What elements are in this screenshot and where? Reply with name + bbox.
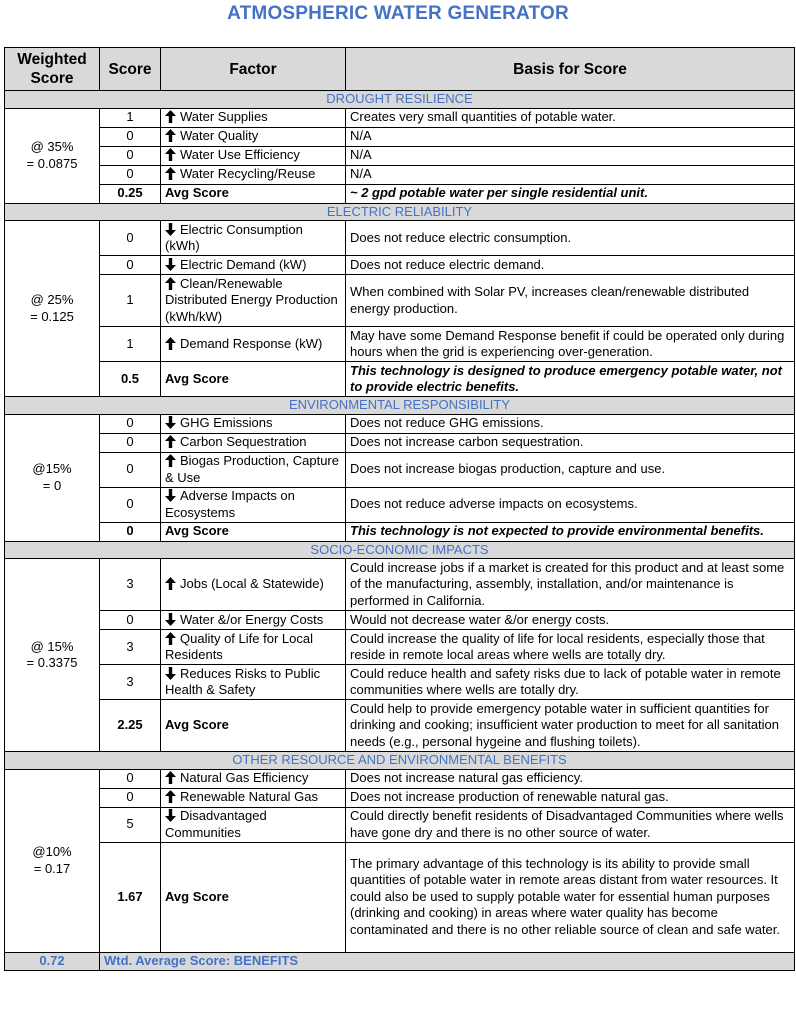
avg-score-basis: This technology is not expected to provide environmental benefits. <box>346 522 795 541</box>
avg-score-basis: This technology is designed to produce emergency potable water, not to provide electric benefits. <box>346 362 795 397</box>
score-cell: 0 <box>100 487 161 522</box>
avg-score-label: Avg Score <box>161 842 346 952</box>
arrow-down-icon <box>165 667 176 680</box>
table-row <box>5 108 795 127</box>
factor-label: Water Quality <box>180 128 259 144</box>
score-cell: 0 <box>100 611 161 630</box>
section-header-row <box>5 203 795 221</box>
table-row <box>5 146 795 165</box>
basis-cell: Could directly benefit residents of Disadvantaged Communities where wells have gone dry and there is no other source of water. <box>346 807 795 842</box>
weighted-average-row <box>5 952 795 970</box>
weighted-average-score: 0.72 <box>5 952 100 970</box>
score-cell: 0 <box>100 256 161 275</box>
section-title: SOCIO-ECONOMIC IMPACTS <box>5 541 795 559</box>
table-row <box>5 487 795 522</box>
arrow-up-icon <box>165 129 176 142</box>
factor-label: Electric Demand (kW) <box>180 256 307 272</box>
table-row <box>5 414 795 433</box>
weighted-score-line: @ 35% <box>30 139 74 154</box>
factor-cell <box>161 433 346 452</box>
table-row <box>5 327 795 362</box>
table-body <box>5 91 795 971</box>
avg-score-row <box>5 522 795 541</box>
avg-score-row <box>5 842 795 952</box>
arrow-up-icon <box>165 337 176 350</box>
weighted-score-line: = 0.125 <box>30 308 74 324</box>
basis-cell: N/A <box>346 165 795 184</box>
weighted-score-cell <box>5 559 100 752</box>
header-factor: Factor <box>161 48 346 91</box>
weighted-score-line: @ 25% <box>30 292 74 307</box>
score-cell: 5 <box>100 807 161 842</box>
factor-label: Water &/or Energy Costs <box>180 611 324 627</box>
factor-cell <box>161 807 346 842</box>
page-title: ATMOSPHERIC WATER GENERATOR <box>227 3 569 24</box>
table-row <box>5 256 795 275</box>
factor-label: Adverse Impacts on Ecosystems <box>165 488 295 520</box>
arrow-down-icon <box>165 489 176 502</box>
table-row <box>5 630 795 665</box>
avg-score-value: 0.5 <box>100 362 161 397</box>
factor-cell <box>161 221 346 256</box>
factor-cell <box>161 414 346 433</box>
table-row <box>5 127 795 146</box>
weighted-score-line: = 0 <box>42 477 62 493</box>
factor-cell <box>161 487 346 522</box>
avg-score-basis: The primary advantage of this technology is its ability to provide small quantities of potable water in remote areas distant from water resources. It could also be used to supply potable water for essential human purposes (drinking and cooking) in areas where water quality has become contaminated and there is no other reliable source of clean and safe water. <box>346 842 795 952</box>
avg-score-value: 2.25 <box>100 700 161 752</box>
basis-cell: Could increase jobs if a market is created for this product and at least some of the manufacturing, assembly, installation, and/or maintenance is performed in California. <box>346 559 795 611</box>
avg-score-label: Avg Score <box>161 522 346 541</box>
table-row <box>5 769 795 788</box>
avg-score-basis: Could help to provide emergency potable water in sufficient quantities for drinking and cooking; insufficient water production to meet for all sanitation needs (e.g., personal hygeine and flushing toilets). <box>346 700 795 752</box>
basis-cell: Could increase the quality of life for local residents, especially those that reside in remote local areas where wells are totally dry. <box>346 630 795 665</box>
avg-score-value: 0.25 <box>100 184 161 203</box>
avg-score-value: 1.67 <box>100 842 161 952</box>
score-cell: 0 <box>100 788 161 807</box>
score-cell: 0 <box>100 452 161 487</box>
score-cell: 0 <box>100 769 161 788</box>
basis-cell: N/A <box>346 146 795 165</box>
avg-score-basis: ~ 2 gpd potable water per single residential unit. <box>346 184 795 203</box>
score-cell: 0 <box>100 414 161 433</box>
arrow-down-icon <box>165 258 176 271</box>
factor-label: Biogas Production, Capture & Use <box>165 453 339 485</box>
table-row <box>5 452 795 487</box>
factor-label: Natural Gas Efficiency <box>180 770 309 786</box>
factor-cell <box>161 165 346 184</box>
avg-score-label: Avg Score <box>161 184 346 203</box>
header-weighted-score: Weighted Score <box>5 48 100 91</box>
basis-cell: Does not increase natural gas efficiency. <box>346 769 795 788</box>
arrow-up-icon <box>165 148 176 161</box>
section-title: OTHER RESOURCE AND ENVIRONMENTAL BENEFITS <box>5 752 795 770</box>
basis-cell: Does not reduce electric consumption. <box>346 221 795 256</box>
score-cell: 1 <box>100 275 161 327</box>
weighted-score-cell <box>5 108 100 203</box>
header-score: Score <box>100 48 161 91</box>
basis-cell: When combined with Solar PV, increases clean/renewable distributed energy production. <box>346 275 795 327</box>
factor-label: Renewable Natural Gas <box>180 789 319 805</box>
factor-label: Carbon Sequestration <box>180 434 307 450</box>
factor-label: Demand Response (kW) <box>180 335 323 351</box>
basis-cell: Would not decrease water &/or energy costs. <box>346 611 795 630</box>
factor-label: Water Recycling/Reuse <box>180 166 316 182</box>
score-cell: 3 <box>100 559 161 611</box>
arrow-up-icon <box>165 167 176 180</box>
arrow-up-icon <box>165 435 176 448</box>
weighted-score-line: @15% <box>32 461 72 476</box>
factor-cell <box>161 611 346 630</box>
table-row <box>5 788 795 807</box>
arrow-up-icon <box>165 454 176 467</box>
weighted-score-line: = 0.0875 <box>26 155 78 171</box>
score-cell: 1 <box>100 108 161 127</box>
weighted-average-label: Wtd. Average Score: BENEFITS <box>100 952 795 970</box>
score-cell: 0 <box>100 146 161 165</box>
basis-cell: Does not increase production of renewable natural gas. <box>346 788 795 807</box>
factor-label: Water Supplies <box>180 109 268 125</box>
arrow-down-icon <box>165 613 176 626</box>
table-row <box>5 165 795 184</box>
score-cell: 0 <box>100 433 161 452</box>
section-title: ELECTRIC RELIABILITY <box>5 203 795 221</box>
avg-score-label: Avg Score <box>161 700 346 752</box>
score-table <box>4 47 795 971</box>
arrow-down-icon <box>165 223 176 236</box>
basis-cell: Does not reduce adverse impacts on ecosystems. <box>346 487 795 522</box>
avg-score-row <box>5 362 795 397</box>
factor-label: Clean/Renewable Distributed Energy Production (kWh/kW) <box>165 275 338 324</box>
table-row <box>5 665 795 700</box>
factor-cell <box>161 769 346 788</box>
factor-label: Water Use Efficiency <box>180 147 300 163</box>
factor-cell <box>161 452 346 487</box>
factor-label: Reduces Risks to Public Health & Safety <box>165 665 321 697</box>
factor-cell <box>161 788 346 807</box>
basis-cell: Does not increase biogas production, capture and use. <box>346 452 795 487</box>
avg-score-row <box>5 700 795 752</box>
arrow-up-icon <box>165 632 176 645</box>
score-cell: 3 <box>100 665 161 700</box>
factor-label: Disadvantaged Communities <box>165 808 267 840</box>
basis-cell: N/A <box>346 127 795 146</box>
factor-cell <box>161 559 346 611</box>
arrow-up-icon <box>165 277 176 290</box>
basis-cell: Does not reduce electric demand. <box>346 256 795 275</box>
score-cell: 0 <box>100 127 161 146</box>
section-header-row <box>5 541 795 559</box>
section-title: ENVIRONMENTAL RESPONSIBILITY <box>5 397 795 415</box>
basis-cell: Does not reduce GHG emissions. <box>346 414 795 433</box>
score-cell: 0 <box>100 165 161 184</box>
weighted-score-line: = 0.3375 <box>26 655 78 670</box>
header-row <box>5 48 795 91</box>
basis-cell: Could reduce health and safety risks due to lack of potable water in remote communities where wells are totally dry. <box>346 665 795 700</box>
basis-cell: Does not increase carbon sequestration. <box>346 433 795 452</box>
weighted-score-cell <box>5 221 100 397</box>
arrow-down-icon <box>165 416 176 429</box>
weighted-score-cell <box>5 769 100 952</box>
table-row <box>5 221 795 256</box>
basis-cell: Creates very small quantities of potable water. <box>346 108 795 127</box>
factor-cell <box>161 327 346 362</box>
weighted-score-cell <box>5 414 100 541</box>
avg-score-value: 0 <box>100 522 161 541</box>
section-header-row <box>5 397 795 415</box>
factor-label: GHG Emissions <box>180 415 273 431</box>
score-cell: 0 <box>100 221 161 256</box>
table-row <box>5 559 795 611</box>
factor-label: Quality of Life for Local Residents <box>165 630 313 662</box>
avg-score-row <box>5 184 795 203</box>
table-row <box>5 433 795 452</box>
header-basis: Basis for Score <box>346 48 795 91</box>
avg-score-label: Avg Score <box>161 362 346 397</box>
arrow-up-icon <box>165 771 176 784</box>
section-header-row <box>5 752 795 770</box>
weighted-score-line: = 0.17 <box>33 860 71 876</box>
factor-cell <box>161 275 346 327</box>
weighted-score-line: @10% <box>32 844 72 859</box>
section-header-row <box>5 91 795 109</box>
factor-cell <box>161 108 346 127</box>
factor-cell <box>161 146 346 165</box>
score-cell: 1 <box>100 327 161 362</box>
table-row <box>5 275 795 327</box>
factor-cell <box>161 127 346 146</box>
score-cell: 3 <box>100 630 161 665</box>
section-title: DROUGHT RESILIENCE <box>5 91 795 109</box>
factor-label: Jobs (Local & Statewide) <box>180 576 324 592</box>
arrow-down-icon <box>165 809 176 822</box>
weighted-score-line: @ 15% <box>30 638 74 654</box>
arrow-up-icon <box>165 110 176 123</box>
table-row <box>5 807 795 842</box>
factor-cell <box>161 256 346 275</box>
factor-label: Electric Consumption (kWh) <box>165 221 303 253</box>
table-row <box>5 611 795 630</box>
basis-cell: May have some Demand Response benefit if could be operated only during hours when the grid is experiencing over-generation. <box>346 327 795 362</box>
arrow-up-icon <box>165 577 176 590</box>
factor-cell <box>161 665 346 700</box>
factor-cell <box>161 630 346 665</box>
arrow-up-icon <box>165 790 176 803</box>
